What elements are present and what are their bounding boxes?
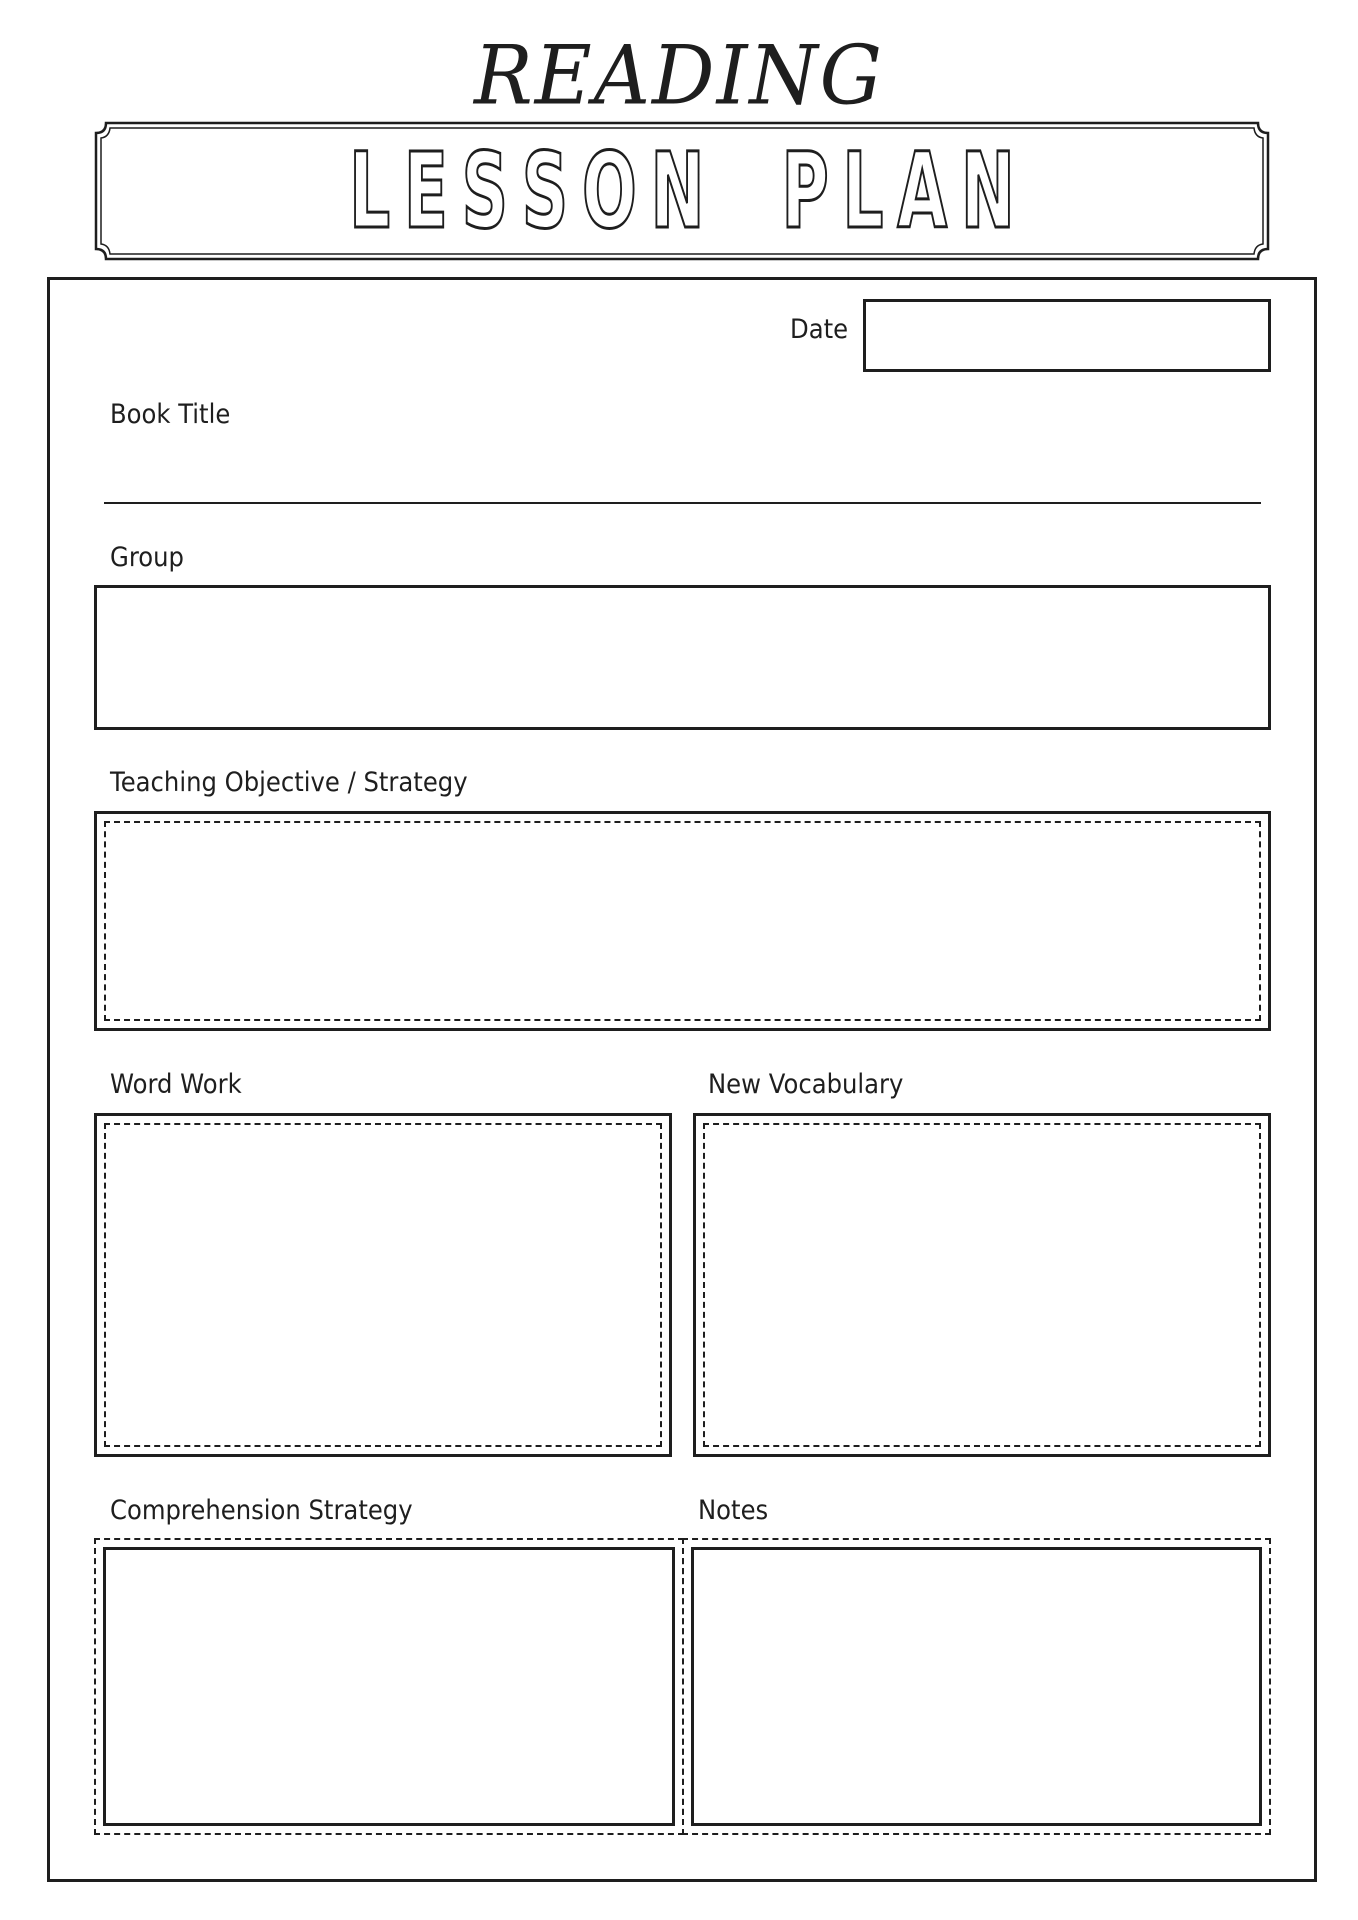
notes-dashed-border	[682, 1538, 1271, 1835]
heading-letter: N	[650, 130, 705, 252]
group-label: Group	[110, 542, 184, 573]
heading-letter: P	[781, 130, 829, 252]
word-work-field[interactable]	[94, 1113, 672, 1457]
heading-letter: S	[521, 130, 569, 252]
comprehension-label: Comprehension Strategy	[110, 1495, 413, 1526]
vocabulary-label: New Vocabulary	[708, 1069, 904, 1100]
lesson-plan-heading	[317, 121, 1046, 261]
heading-letter: L	[349, 130, 391, 252]
heading-letter: O	[581, 130, 637, 252]
date-label: Date	[790, 314, 849, 345]
vocabulary-dashed-border	[703, 1123, 1261, 1447]
vocabulary-field[interactable]	[693, 1113, 1271, 1457]
heading-letter: A	[897, 130, 948, 252]
notes-field[interactable]	[691, 1547, 1262, 1826]
comprehension-field[interactable]	[103, 1547, 675, 1826]
date-field[interactable]	[863, 299, 1271, 372]
heading-letter: L	[842, 130, 884, 252]
book-title-label: Book Title	[110, 399, 231, 430]
heading-letter: N	[960, 130, 1015, 252]
group-field[interactable]	[94, 585, 1271, 730]
objective-dashed-border	[104, 821, 1261, 1021]
word-work-dashed-border	[104, 1123, 662, 1447]
word-work-label: Word Work	[110, 1069, 242, 1100]
book-title-line[interactable]	[104, 502, 1261, 504]
comprehension-dashed-border	[94, 1538, 684, 1835]
objective-field[interactable]	[94, 811, 1271, 1031]
notes-label: Notes	[698, 1495, 769, 1526]
heading-letter: E	[403, 130, 448, 252]
objective-label: Teaching Objective / Strategy	[110, 767, 468, 798]
page-title: READING	[474, 28, 884, 124]
heading-letter: S	[461, 130, 509, 252]
